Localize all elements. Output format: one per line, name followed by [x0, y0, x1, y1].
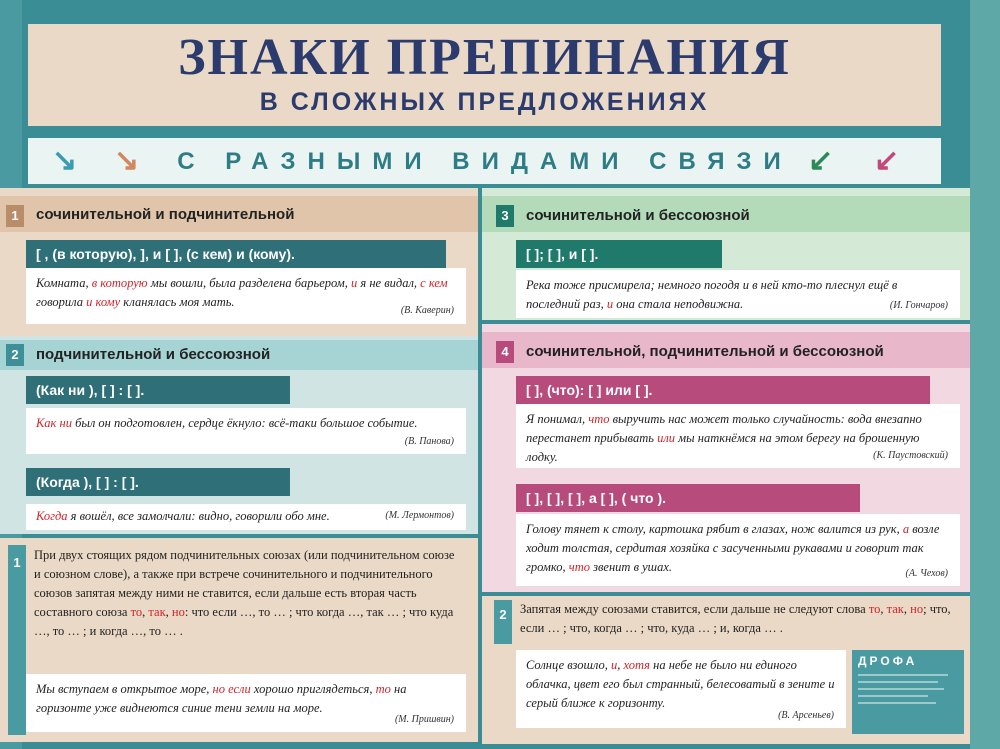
text-run: на горизонте уже виднеются синие тени земли на море. — [36, 682, 407, 715]
section-2b-example — [26, 504, 466, 530]
text-run: возле ходит толстая, сердитая хозяйка с засученными рукавами и говорит так громко, — [526, 522, 940, 574]
arrow-down-right-icon: ↘ — [114, 144, 140, 177]
text-run: мы наткнёмся на этом берегу на брошенную лодку. — [526, 431, 920, 464]
note-2-number: 2 — [499, 607, 507, 622]
highlighted-word: то — [868, 602, 881, 616]
note-1-example — [26, 674, 466, 732]
example-text — [36, 509, 330, 523]
text-run: я вошёл, все замолчали: видно, говорили обо мне. — [67, 509, 330, 523]
arrow-down-right-icon: ↘ — [52, 144, 78, 177]
highlighted-word: но если — [212, 682, 251, 696]
highlighted-word: и — [86, 295, 93, 309]
publisher-box — [852, 650, 964, 734]
text-run: , — [142, 605, 149, 619]
text-run: я не видал, — [357, 276, 421, 290]
author: (В. Арсеньев) — [778, 710, 834, 721]
section-2-number: 2 — [6, 344, 24, 366]
highlighted-word: хотя — [623, 658, 650, 672]
section-3-title: сочинительной и бессоюзной — [526, 207, 750, 224]
rule-text — [520, 602, 951, 635]
text-run: При двух стоящих рядом подчинительных союзах (или подчинительном союзе и союзном слове), а также при встрече сочинительного и подчинительного союзов запятая между ними не ставится, если дальше есть вторая часть составного союза — [34, 548, 455, 619]
text-run: на небе не было ни единого облачка, цвет его был странный, белесоватый в зените и серый ближе к горизонту. — [526, 658, 835, 710]
section-4b-example — [516, 514, 960, 586]
example-text — [36, 276, 448, 309]
text-run: звенит в ушах. — [590, 560, 673, 574]
text-run: мы вошли, была разделена барьером, — [147, 276, 352, 290]
note-1-number: 1 — [13, 555, 21, 570]
text-run: выручить нас может только случайность: вода внезапно перестанет прибывать — [526, 412, 922, 445]
publisher-logo: ДРОФА — [858, 654, 918, 668]
section-2a-example — [26, 408, 466, 454]
section-4-number: 4 — [496, 341, 514, 363]
author: (М. Пришвин) — [394, 714, 454, 725]
right-stripe — [970, 0, 1000, 749]
text-run: Запятая между союзами ставится, если дальше не следуют слова — [520, 602, 869, 616]
highlighted-word: и — [606, 297, 614, 311]
text-run: кланялась моя мать. — [120, 295, 235, 309]
text-run: Голову тянет к столу, картошка рябит в глазах, нож валится из рук, — [526, 522, 903, 536]
highlighted-word: в которую — [91, 276, 148, 290]
imprint-line — [858, 681, 938, 683]
rule-text — [34, 548, 454, 638]
page-subtitle: В СЛОЖНЫХ ПРЕДЛОЖЕНИЯХ — [259, 88, 710, 116]
highlighted-word: с кем — [420, 276, 448, 290]
author: (В. Каверин) — [400, 305, 454, 316]
highlighted-word: Как ни — [36, 416, 72, 430]
highlighted-word: но — [171, 605, 185, 619]
author: (М. Лермонтов) — [385, 510, 454, 521]
text-run: Комната, — [36, 276, 92, 290]
note-1-rule — [34, 546, 462, 641]
example-text — [526, 278, 897, 311]
highlighted-word: так — [148, 605, 166, 619]
text-run: она стала неподвижна. — [613, 297, 744, 311]
highlighted-word: но — [910, 602, 924, 616]
text-run: , — [165, 605, 172, 619]
section-1-number: 1 — [6, 205, 24, 227]
example-text — [526, 412, 922, 464]
imprint-line — [858, 702, 936, 704]
author: (А. Чехов) — [905, 568, 948, 579]
text-run: был он подготовлен, сердце ёкнуло: всё-таки большое событие. — [71, 416, 418, 430]
author: (В. Панова) — [404, 436, 454, 447]
page-title: ЗНАКИ ПРЕПИНАНИЯ — [178, 29, 791, 86]
note-2-example — [516, 650, 846, 728]
text-run: Река тоже присмирела; немного погодя и в ней кто-то плеснул ещё в последний раз, — [526, 278, 898, 311]
author: (И. Гончаров) — [889, 300, 948, 311]
section-4-title: сочинительной, подчинительной и бессоюзной — [526, 343, 884, 360]
imprint-lines — [858, 674, 948, 676]
text-run: , — [903, 602, 911, 616]
section-1-title: сочинительной и подчинительной — [36, 206, 295, 223]
section-4a-schema: [ ], (что): [ ] или [ ]. — [516, 376, 930, 404]
highlighted-word: то — [375, 682, 391, 696]
arrow-down-left-icon: ↙ — [808, 144, 834, 177]
section-2b-schema: (Когда ), [ ] : [ ]. — [26, 468, 290, 496]
section-2a-schema: (Как ни ), [ ] : [ ]. — [26, 376, 290, 404]
highlighted-word: что — [568, 560, 590, 574]
highlighted-word: и — [611, 658, 618, 672]
section-4b-schema: [ ], [ ], [ ], а [ ], ( что ). — [516, 484, 860, 512]
example-text — [526, 658, 835, 710]
highlighted-word: кому — [95, 295, 121, 309]
text-run: ; что, если … ; что, когда … ; что, куда … ; и, когда … . — [520, 602, 951, 635]
author: (К. Паустовский) — [873, 450, 948, 461]
highlighted-word: то — [130, 605, 143, 619]
text-run: , — [617, 658, 624, 672]
example-text — [36, 682, 406, 715]
section-2-title: подчинительной и бессоюзной — [36, 346, 271, 363]
text-run: Мы вступаем в открытое море, — [36, 682, 213, 696]
example-text — [526, 522, 939, 574]
text-run: , — [880, 602, 887, 616]
note-2-rule — [520, 600, 964, 638]
text-run: Я понимал, — [526, 412, 589, 426]
section-3-number: 3 — [496, 205, 514, 227]
section-1-schema: [ , (в которую), ], и [ ], (с кем) и (кому). — [26, 240, 446, 268]
highlighted-word: что — [588, 412, 610, 426]
section-1-example — [26, 268, 466, 324]
imprint-line — [858, 688, 944, 690]
example-text — [36, 416, 418, 430]
highlighted-word: Когда — [36, 509, 68, 523]
highlighted-word: а — [902, 522, 910, 536]
arrow-down-left-icon: ↙ — [874, 144, 900, 177]
text-run: : что если …, то … ; что когда …, так … ; что куда …, то … ; и когда …, то … . — [34, 605, 454, 638]
section-3-example — [516, 270, 960, 318]
highlighted-word: и — [351, 276, 358, 290]
section-3-schema: [ ]; [ ], и [ ]. — [516, 240, 722, 268]
text-run: говорила — [36, 295, 87, 309]
imprint-line — [858, 695, 928, 697]
text-run: хорошо приглядеться, — [250, 682, 376, 696]
highlighted-word: или — [657, 431, 676, 445]
banner-text: С РАЗНЫМИ ВИДАМИ СВЯЗИ — [177, 148, 793, 175]
text-run: Солнце взошло, — [526, 658, 612, 672]
highlighted-word: так — [886, 602, 904, 616]
section-4a-example — [516, 404, 960, 468]
